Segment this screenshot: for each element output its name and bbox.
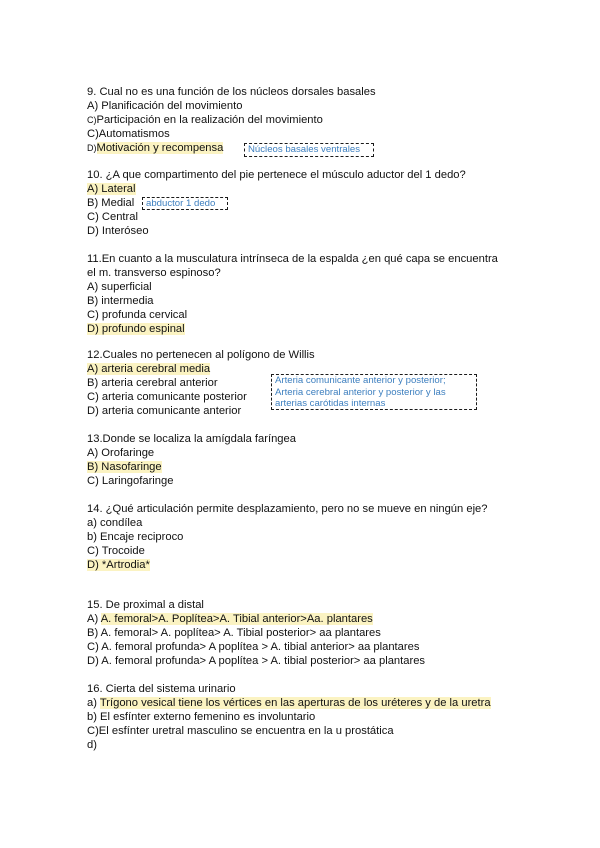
annotation-note: Arteria comunicante anterior y posterior; Arteria cerebral anterior y posterior y las arterias carótidas internas [271,374,477,410]
option-c: C) Laringofaringe [87,475,174,487]
option-c: C) Trocoide [87,545,145,557]
option-d: d) [87,739,97,751]
question-13 [87,432,507,488]
option-a: a) Trígono vesical tiene los vértices en las aperturas de los uréteres y de la uretra [87,697,491,709]
option-c-2: C)Automatismos [87,128,170,140]
annotation-note: Núcleos basales ventrales [244,143,374,157]
option-c: C)Participación en la realización del movimiento [87,114,323,126]
answer-highlight: D) profundo espinal [87,323,185,335]
question-title: 11.En cuanto a la musculatura intrínseca de la espalda ¿en qué capa se encuentra el m. transverso espinoso? [87,253,498,279]
option-b: b) Encaje reciproco [87,531,184,543]
answer-highlight: D) *Artrodia* [87,559,150,571]
option-d: D) arteria comunicante anterior [87,405,242,417]
option-d: D) A. femoral profunda> A poplítea > A. tibial posterior> aa plantares [87,655,426,667]
annotation-note: abductor 1 dedo [142,197,228,210]
option-c: C)El esfínter uretral masculino se encuentra en la u prostática [87,725,394,737]
question-title: 16. Cierta del sistema urinario [87,683,236,695]
question-title: 13.Donde se localiza la amígdala faríngea [87,433,296,445]
option-a: A) superficial [87,281,152,293]
option-b: B) arteria cerebral anterior [87,377,218,389]
option-a [87,182,507,196]
option-a: A) Planificación del movimiento [87,100,243,112]
option-b: B) Medial [87,197,135,209]
option-d: D) Interóseo [87,225,149,237]
option-c: C) Central [87,211,138,223]
option-c: C) profunda cervical [87,309,188,321]
question-title: 15. De proximal a distal [87,599,204,611]
option-a: A) A. femoral>A. Poplítea>A. Tibial anterior>Aa. plantares [87,613,373,625]
option-a: A) Orofaringe [87,447,155,459]
option-c: C) A. femoral profunda> A poplítea > A. tibial anterior> aa plantares [87,641,420,653]
option-a: a) condílea [87,517,143,529]
question-title: 12.Cuales no pertenecen al polígono de Willis [87,349,315,361]
option-d [87,558,507,572]
option-b: B) A. femoral> A. poplítea> A. Tibial posterior> aa plantares [87,627,381,639]
option-b: b) El esfínter externo femenino es involuntario [87,711,316,723]
question-16 [87,682,507,752]
question-11 [87,252,507,336]
question-title: 9. Cual no es una función de los núcleos dorsales basales [87,86,376,98]
answer-highlight: Trígono vesical tiene los vértices en las aperturas de los uréteres y de la uretra [99,697,491,709]
question-title: 14. ¿Qué articulación permite desplazamiento, pero no se mueve en ningún eje? [87,503,488,515]
answer-highlight: Motivación y recompensa [96,142,224,154]
option-b [87,460,507,474]
option-c: C) arteria comunicante posterior [87,391,247,403]
option-b: B) intermedia [87,295,154,307]
option-d: D)Motivación y recompensa [87,142,224,154]
question-title: 10. ¿A que compartimento del pie pertenece el músculo aductor del 1 dedo? [87,169,466,181]
question-15 [87,598,507,668]
question-14 [87,502,507,572]
answer-highlight: A) Lateral [87,183,136,195]
option-d [87,322,507,336]
answer-highlight: B) Nasofaringe [87,461,162,473]
answer-highlight: A) arteria cerebral media [87,363,211,375]
answer-highlight: A. femoral>A. Poplítea>A. Tibial anterior>Aa. plantares [100,613,373,625]
